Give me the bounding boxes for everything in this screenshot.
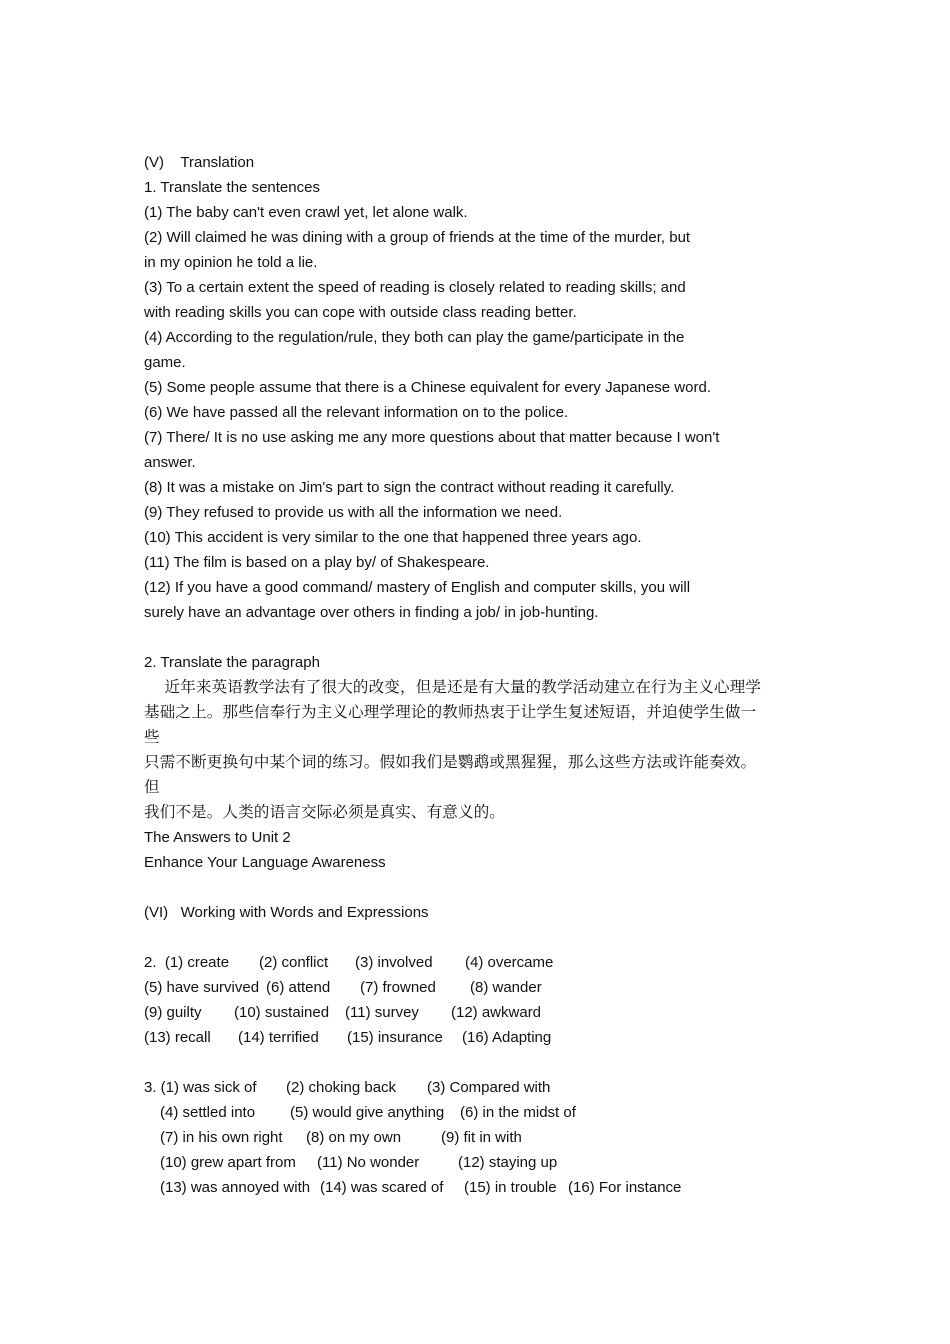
answer-item: (6) in the midst of: [460, 1104, 576, 1121]
answer-item: (13) was annoyed with: [160, 1179, 311, 1196]
spacer: [144, 925, 824, 950]
exercise-3-answers: [144, 1075, 824, 1200]
answer-item: (10) sustained: [234, 1004, 330, 1021]
sentence-line: game.: [144, 354, 186, 371]
answer-item: (11) No wonder: [317, 1154, 420, 1171]
answer-item: (5) would give anything: [290, 1104, 445, 1121]
answer-item: (3) Compared with: [427, 1079, 551, 1096]
answer-item: (11) survey: [345, 1004, 419, 1021]
answer-item: (13) recall: [144, 1029, 211, 1046]
paragraph-line: 基础之上。那些信奉行为主义心理学理论的教师热衷于让学生复述短语，并迫使学生做一: [144, 703, 757, 721]
paragraph-line: 我们不是。人类的语言交际必须是真实、有意义的。: [144, 803, 506, 821]
section-heading-translation: (V) Translation: [144, 154, 255, 171]
answer-item: (4) settled into: [160, 1104, 256, 1121]
sentence-line: (3) To a certain extent the speed of reading is closely related to reading skills; and: [144, 279, 686, 296]
answer-item: (7) frowned: [360, 979, 436, 996]
paragraph-line: 但: [144, 778, 160, 796]
answer-item: (12) staying up: [458, 1154, 558, 1171]
answer-row: [144, 1100, 824, 1125]
answer-row: [144, 1175, 824, 1200]
answer-item: (15) insurance: [347, 1029, 443, 1046]
answer-row: [144, 950, 824, 975]
sentence-line: (9) They refused to provide us with all the information we need.: [144, 504, 563, 521]
answer-item: (8) wander: [470, 979, 542, 996]
sentence-line: (1) The baby can't even crawl yet, let alone walk.: [144, 204, 468, 221]
answer-item: (2) conflict: [259, 954, 329, 971]
sentence-list: [144, 200, 824, 625]
spacer: [144, 625, 824, 650]
answer-item: (2) choking back: [286, 1079, 397, 1096]
sentence-line: (11) The film is based on a play by/ of Shakespeare.: [144, 554, 490, 571]
spacer: [144, 875, 824, 900]
sentence-line: (12) If you have a good command/ mastery of English and computer skills, you will: [144, 579, 691, 596]
sentence-line: (2) Will claimed he was dining with a group of friends at the time of the murder, but: [144, 229, 691, 246]
answer-item: (3) involved: [355, 954, 433, 971]
answer-item: (4) overcame: [465, 954, 554, 971]
unit-title: The Answers to Unit 2: [144, 829, 291, 846]
sentence-line: (10) This accident is very similar to the one that happened three years ago.: [144, 529, 642, 546]
answer-item: (12) awkward: [451, 1004, 542, 1021]
answer-item: (15) in trouble: [464, 1179, 557, 1196]
document-page: [144, 150, 824, 1200]
sentence-line: (5) Some people assume that there is a Chinese equivalent for every Japanese word.: [144, 379, 711, 396]
sentence-line: (7) There/ It is no use asking me any more questions about that matter because I won't: [144, 429, 720, 446]
chinese-paragraph: [144, 675, 824, 825]
paragraph-line: 只需不断更换句中某个词的练习。假如我们是鹦鹉或黑猩猩，那么这些方法或许能奏效。: [144, 753, 757, 771]
paragraph-line: 些: [144, 728, 160, 746]
sentence-line: with reading skills you can cope with outside class reading better.: [144, 304, 577, 321]
sentence-line: (8) It was a mistake on Jim's part to sign the contract without reading it carefully.: [144, 479, 675, 496]
answer-row: [144, 1075, 824, 1100]
answer-item: (8) on my own: [306, 1129, 402, 1146]
spacer: [144, 1050, 824, 1075]
answer-item: (14) terrified: [238, 1029, 319, 1046]
answer-row: [144, 1125, 824, 1150]
answer-item: (16) For instance: [568, 1179, 682, 1196]
sentence-line: in my opinion he told a lie.: [144, 254, 318, 271]
paragraph-line: 近年来英语教学法有了很大的改变，但是还是有大量的教学活动建立在行为主义心理学: [144, 678, 762, 696]
answer-row: [144, 1000, 824, 1025]
answer-item: (10) grew apart from: [160, 1154, 296, 1171]
exercise-2-answers: [144, 950, 824, 1050]
answer-row: [144, 1025, 824, 1050]
answer-item: (14) was scared of: [320, 1179, 444, 1196]
answer-item: 3. (1) was sick of: [144, 1079, 257, 1096]
answer-item: 2. (1) create: [144, 954, 230, 971]
answer-item: (9) guilty: [144, 1004, 202, 1021]
answer-row: [144, 1150, 824, 1175]
part-title-paragraph: 2. Translate the paragraph: [144, 654, 320, 671]
answer-row: [144, 975, 824, 1000]
sentence-line: answer.: [144, 454, 196, 471]
answer-item: (7) in his own right: [160, 1129, 283, 1146]
answer-item: (5) have survived: [144, 979, 260, 996]
answer-item: (9) fit in with: [441, 1129, 522, 1146]
answer-item: (6) attend: [266, 979, 331, 996]
sentence-line: (6) We have passed all the relevant information on to the police.: [144, 404, 569, 421]
answer-item: (16) Adapting: [462, 1029, 552, 1046]
part-title-sentences: 1. Translate the sentences: [144, 179, 320, 196]
unit-subtitle: Enhance Your Language Awareness: [144, 854, 386, 871]
section-heading-words: (VI) Working with Words and Expressions: [144, 904, 429, 921]
sentence-line: surely have an advantage over others in finding a job/ in job-hunting.: [144, 604, 599, 621]
sentence-line: (4) According to the regulation/rule, they both can play the game/participate in the: [144, 329, 685, 346]
